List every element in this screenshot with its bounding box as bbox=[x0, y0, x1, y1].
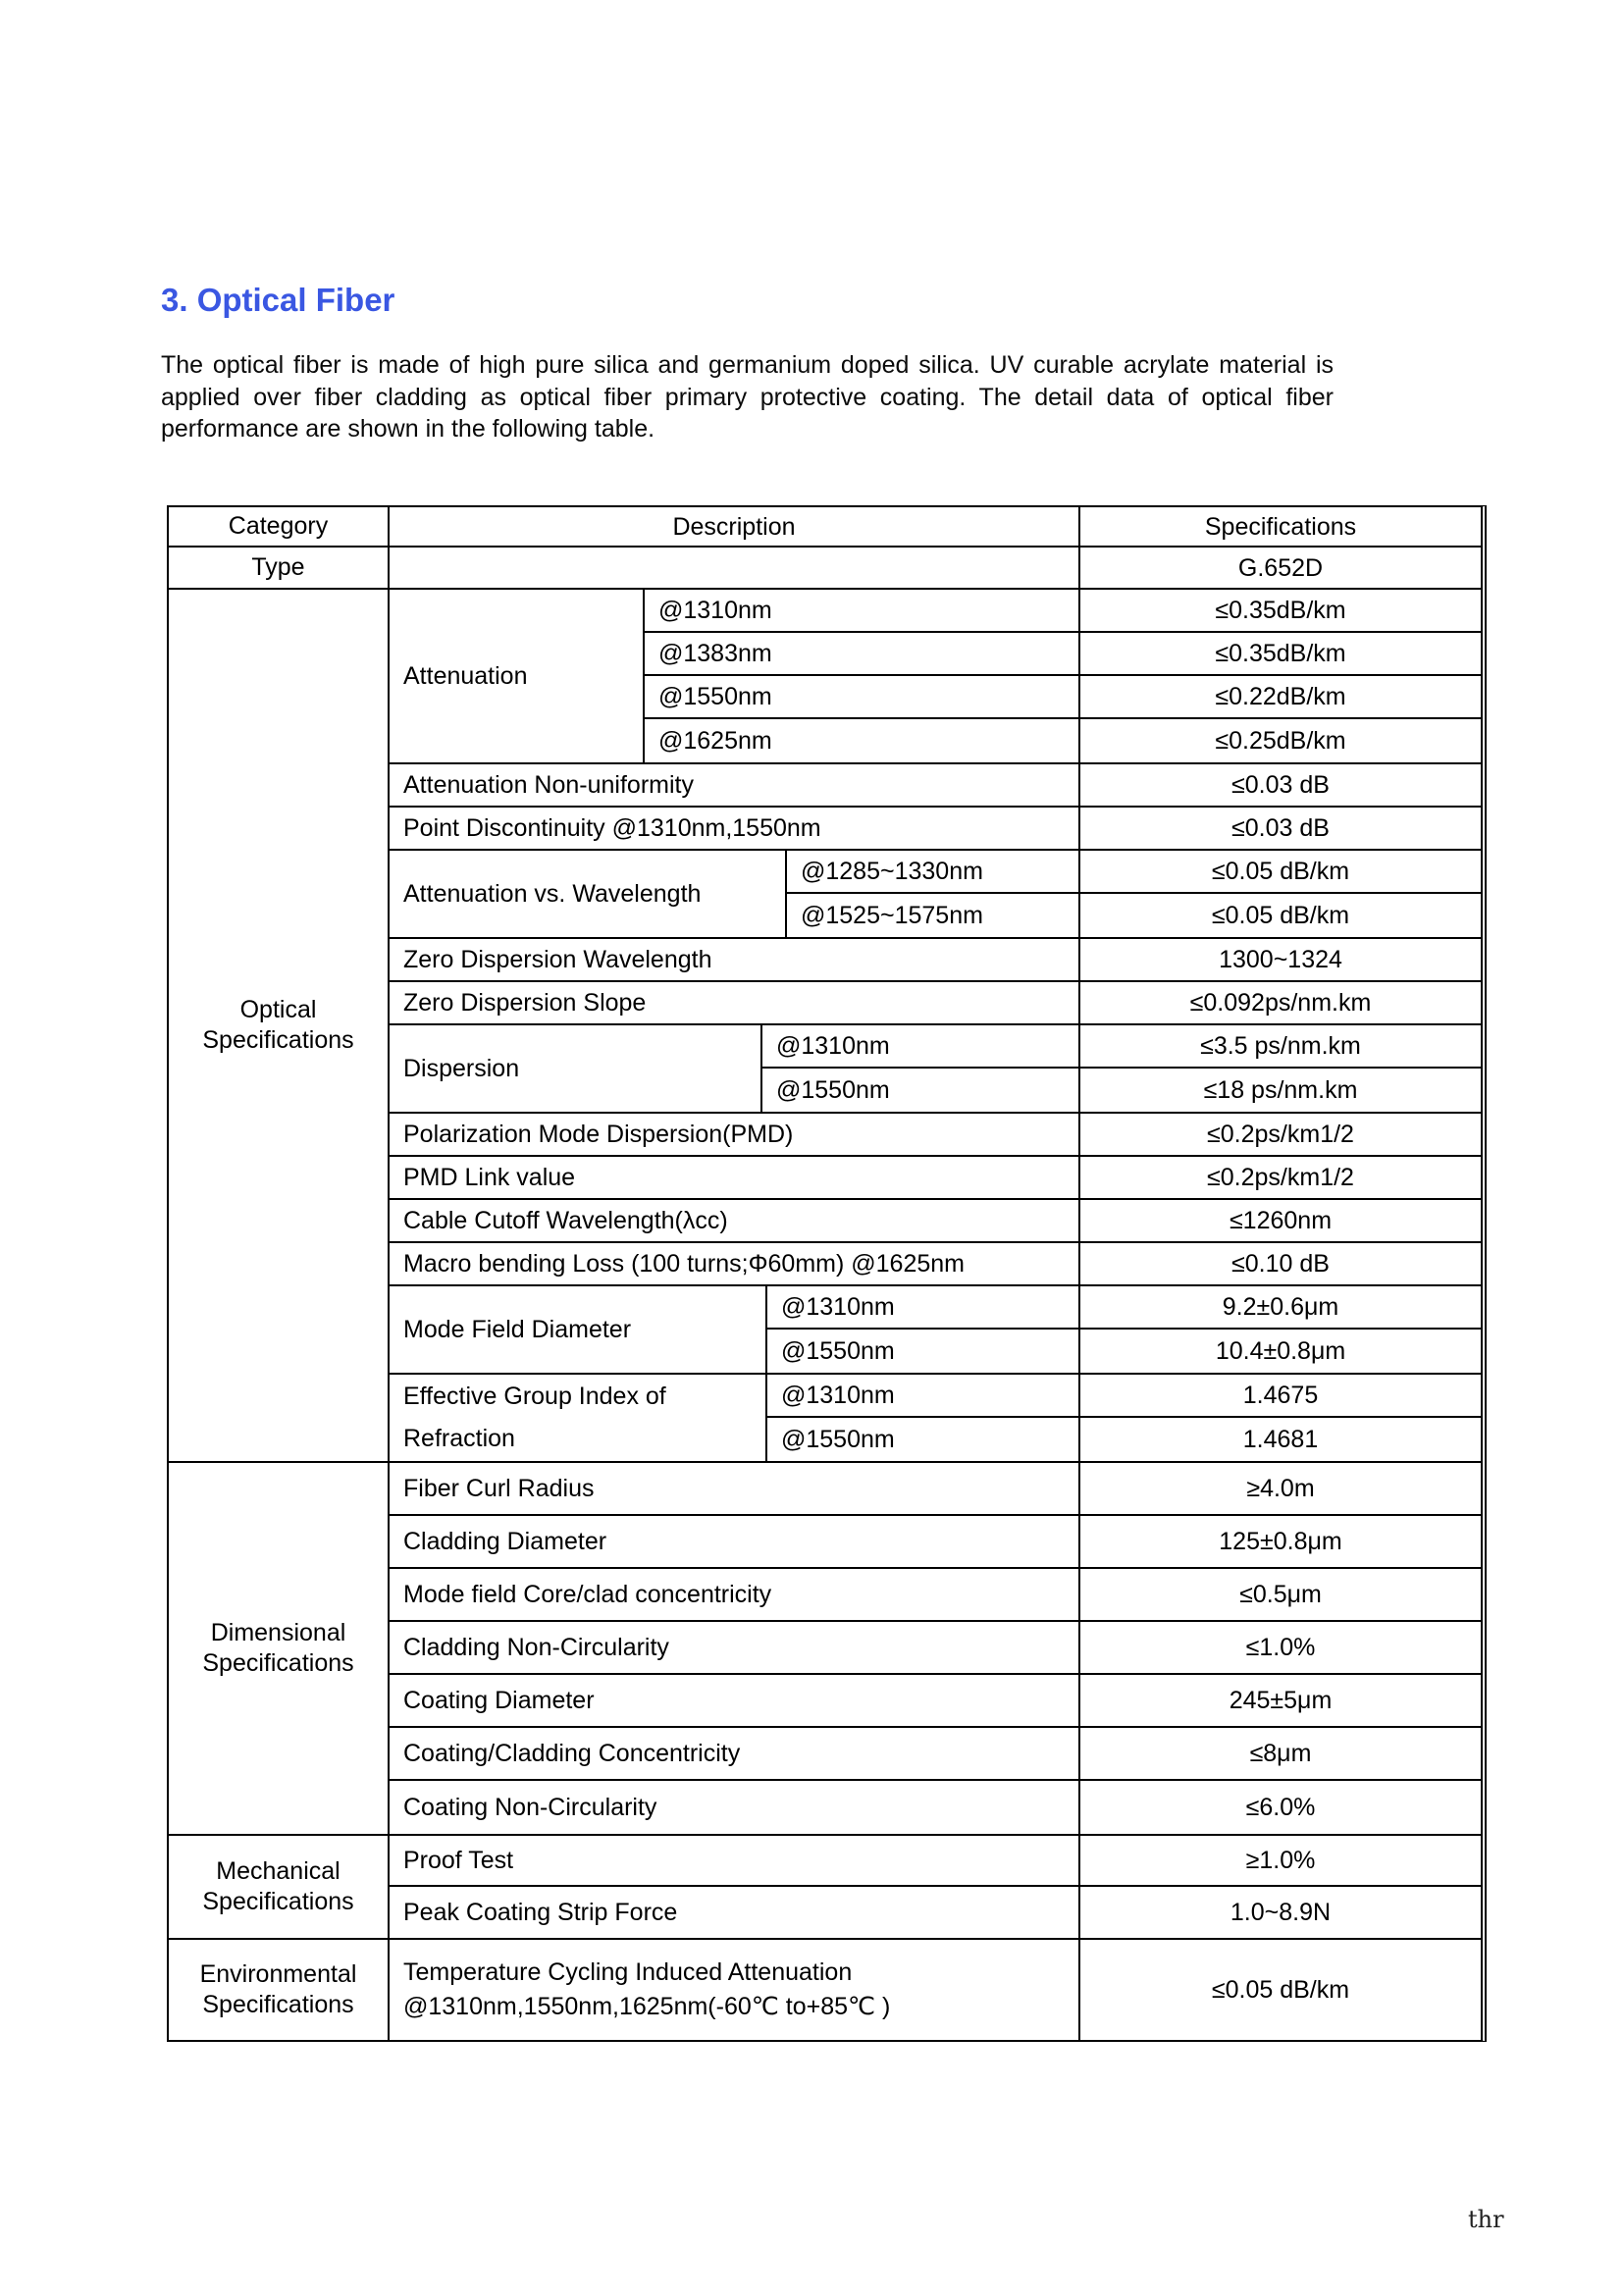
type-description-cell bbox=[390, 548, 1078, 588]
sub-label-cell: Mode Field Diameter bbox=[390, 1286, 767, 1373]
table-row bbox=[390, 1157, 1481, 1200]
table-row bbox=[390, 1463, 1481, 1516]
description-cell: Macro bending Loss (100 turns;Φ60mm) @1625nm bbox=[403, 1250, 965, 1278]
table-row bbox=[390, 808, 1481, 851]
spec-value-cell: ≤0.5μm bbox=[1078, 1569, 1481, 1620]
table-row bbox=[390, 1114, 1481, 1157]
table-row bbox=[390, 1675, 1481, 1728]
sub-label-cell: Attenuation vs. Wavelength bbox=[390, 851, 787, 937]
table-row bbox=[645, 676, 1481, 719]
table-row bbox=[645, 590, 1481, 633]
description-cell: Coating Non-Circularity bbox=[403, 1794, 657, 1821]
param-cell: @1550nm bbox=[776, 1076, 890, 1104]
table-row bbox=[767, 1375, 1481, 1418]
spec-value-cell: 245±5μm bbox=[1078, 1675, 1481, 1726]
category-label: Mechanical Specifications bbox=[169, 1836, 390, 1938]
spec-value-cell: ≤3.5 ps/nm.km bbox=[1078, 1025, 1481, 1067]
table-row bbox=[390, 1836, 1481, 1887]
table-row bbox=[390, 1940, 1481, 2040]
sub-label-cell: Effective Group Index of Refraction bbox=[390, 1375, 767, 1461]
table-row bbox=[767, 1286, 1481, 1330]
table-row bbox=[762, 1025, 1481, 1069]
description-cell: Point Discontinuity @1310nm,1550nm bbox=[403, 814, 821, 842]
page-title: 3. Optical Fiber bbox=[161, 282, 395, 318]
spec-value-cell: ≤0.2ps/km1/2 bbox=[1078, 1114, 1481, 1155]
param-cell: @1550nm bbox=[781, 1337, 895, 1365]
header-description: Description bbox=[672, 512, 796, 541]
description-cell: Mode field Core/clad concentricity bbox=[403, 1581, 772, 1608]
sub-label-cell: Dispersion bbox=[390, 1025, 762, 1112]
param-cell: @1310nm bbox=[781, 1382, 895, 1409]
table-row bbox=[787, 851, 1481, 894]
table-row bbox=[767, 1330, 1481, 1373]
spec-value-cell: 1300~1324 bbox=[1078, 939, 1481, 980]
table-row bbox=[390, 1200, 1481, 1243]
description-cell: Coating Diameter bbox=[403, 1687, 595, 1714]
spec-value-cell: ≤0.2ps/km1/2 bbox=[1078, 1157, 1481, 1198]
category-label: Dimensional Specifications bbox=[169, 1463, 390, 1834]
description-line-1: Temperature Cycling Induced Attenuation bbox=[403, 1958, 853, 1986]
header-specifications: Specifications bbox=[1078, 507, 1481, 546]
table-row bbox=[390, 1286, 1481, 1375]
table-row bbox=[390, 764, 1481, 808]
spec-value-cell: ≤0.03 dB bbox=[1078, 808, 1481, 849]
spec-value-cell: ≥4.0m bbox=[1078, 1463, 1481, 1514]
spec-value-cell: ≥1.0% bbox=[1078, 1836, 1481, 1885]
spec-value-cell: ≤0.25dB/km bbox=[1078, 719, 1481, 762]
param-cell: @1310nm bbox=[781, 1293, 895, 1321]
spec-value-cell: ≤1.0% bbox=[1078, 1622, 1481, 1673]
description-cell: Fiber Curl Radius bbox=[403, 1475, 595, 1502]
spec-value-cell: ≤0.35dB/km bbox=[1078, 633, 1481, 674]
description-cell: Attenuation Non-uniformity bbox=[403, 771, 694, 799]
spec-value-cell: ≤18 ps/nm.km bbox=[1078, 1069, 1481, 1112]
type-row bbox=[169, 548, 1481, 590]
table-row bbox=[390, 1887, 1481, 1938]
category-label: Environmental Specifications bbox=[169, 1940, 390, 2040]
table-row bbox=[390, 1516, 1481, 1569]
description-cell: Zero Dispersion Wavelength bbox=[403, 946, 712, 973]
description-cell: Peak Coating Strip Force bbox=[403, 1899, 678, 1926]
spec-value-cell: ≤0.10 dB bbox=[1078, 1243, 1481, 1284]
table-row bbox=[645, 719, 1481, 762]
type-label: Type bbox=[169, 548, 390, 588]
category-group-dimensional bbox=[169, 1463, 1481, 1836]
param-cell: @1625nm bbox=[658, 727, 772, 755]
table-row bbox=[390, 1622, 1481, 1675]
param-cell: @1383nm bbox=[658, 640, 772, 667]
description-cell bbox=[390, 1940, 1078, 2040]
page-footer-text: thr bbox=[1468, 2206, 1504, 2233]
description-cell: Zero Dispersion Slope bbox=[403, 989, 647, 1017]
type-spec-value: G.652D bbox=[1078, 548, 1481, 588]
param-cell: @1310nm bbox=[658, 597, 772, 624]
table-row bbox=[390, 939, 1481, 982]
table-row bbox=[787, 894, 1481, 937]
param-cell: @1310nm bbox=[776, 1032, 890, 1060]
category-group-optical bbox=[169, 590, 1481, 1463]
param-cell: @1285~1330nm bbox=[801, 858, 983, 885]
description-cell: Proof Test bbox=[403, 1847, 514, 1874]
header-category: Category bbox=[169, 507, 390, 546]
spec-value-cell: 1.4675 bbox=[1078, 1375, 1481, 1416]
table-row bbox=[767, 1418, 1481, 1461]
table-row bbox=[390, 982, 1481, 1025]
category-group-mechanical bbox=[169, 1836, 1481, 1940]
table-row bbox=[390, 851, 1481, 939]
table-header-row bbox=[169, 507, 1481, 548]
category-label: Optical Specifications bbox=[169, 590, 390, 1461]
spec-value-cell: ≤6.0% bbox=[1078, 1781, 1481, 1834]
spec-value-cell: ≤0.35dB/km bbox=[1078, 590, 1481, 631]
spec-value-cell: ≤0.03 dB bbox=[1078, 764, 1481, 806]
spec-value-cell: ≤1260nm bbox=[1078, 1200, 1481, 1241]
spec-value-cell: ≤0.05 dB/km bbox=[1078, 894, 1481, 937]
spec-value-cell: 1.0~8.9N bbox=[1078, 1887, 1481, 1938]
description-cell: Cladding Diameter bbox=[403, 1528, 607, 1555]
param-cell: @1525~1575nm bbox=[801, 902, 983, 929]
spec-value-cell: ≤0.22dB/km bbox=[1078, 676, 1481, 717]
table-row bbox=[390, 590, 1481, 764]
spec-value-cell: ≤8μm bbox=[1078, 1728, 1481, 1779]
intro-paragraph: The optical fiber is made of high pure silica and germanium doped silica. UV curable acrylate material is applied over fiber cladding as optical fiber primary protective coating. The detail data of optical fiber performance are shown in the following table. bbox=[161, 351, 1334, 443]
spec-table bbox=[167, 505, 1487, 2042]
spec-value-cell: 10.4±0.8μm bbox=[1078, 1330, 1481, 1373]
sub-label-cell: Attenuation bbox=[390, 590, 645, 762]
description-cell: Cladding Non-Circularity bbox=[403, 1634, 669, 1661]
table-row bbox=[762, 1069, 1481, 1112]
spec-value-cell: 9.2±0.6μm bbox=[1078, 1286, 1481, 1328]
table-row bbox=[390, 1728, 1481, 1781]
table-row bbox=[390, 1025, 1481, 1114]
spec-value-cell: ≤0.05 dB/km bbox=[1078, 1940, 1481, 2040]
description-cell: Cable Cutoff Wavelength(λcc) bbox=[403, 1207, 728, 1234]
param-cell: @1550nm bbox=[658, 683, 772, 710]
table-row bbox=[390, 1569, 1481, 1622]
spec-value-cell: ≤0.05 dB/km bbox=[1078, 851, 1481, 892]
param-cell: @1550nm bbox=[781, 1426, 895, 1453]
spec-value-cell: 1.4681 bbox=[1078, 1418, 1481, 1461]
description-line-2: @1310nm,1550nm,1625nm(-60℃ to+85℃ ) bbox=[403, 1993, 891, 2020]
table-row bbox=[390, 1243, 1481, 1286]
spec-value-cell: ≤0.092ps/nm.km bbox=[1078, 982, 1481, 1023]
spec-value-cell: 125±0.8μm bbox=[1078, 1516, 1481, 1567]
table-row bbox=[390, 1781, 1481, 1834]
category-group-environmental bbox=[169, 1940, 1481, 2040]
table-row bbox=[390, 1375, 1481, 1461]
description-cell: Coating/Cladding Concentricity bbox=[403, 1740, 741, 1767]
description-cell: Polarization Mode Dispersion(PMD) bbox=[403, 1121, 794, 1148]
table-row bbox=[645, 633, 1481, 676]
description-cell: PMD Link value bbox=[403, 1164, 576, 1191]
